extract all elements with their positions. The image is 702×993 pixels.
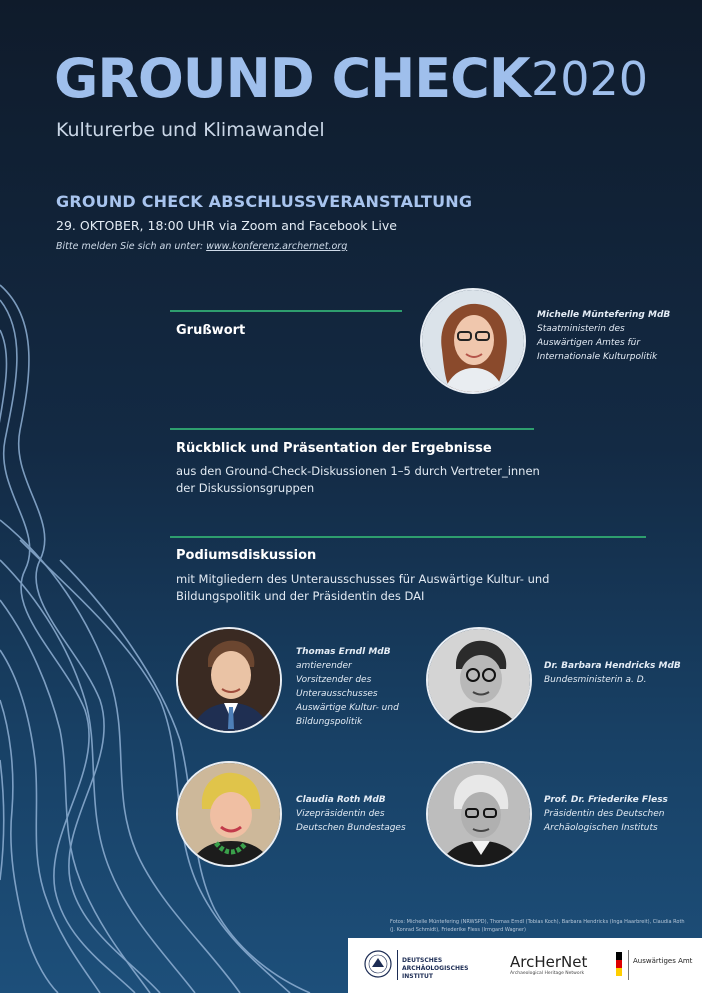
speaker-role: Staatministerin des Auswärtigen Amtes für Internationale Kulturpolitik	[537, 324, 658, 362]
photo-erndl	[176, 627, 282, 733]
photo-muentefering	[420, 288, 526, 394]
portrait-erndl-icon	[178, 629, 280, 731]
event-date: 29. OKTOBER, 18:00 UHR via Zoom and Facebook Live	[56, 218, 397, 233]
speaker-name: Prof. Dr. Friederike Fless	[544, 795, 668, 805]
register-link[interactable]: www.konferenz.archernet.org	[206, 241, 348, 252]
section-body-rueckblick: aus den Ground-Check-Diskussionen 1–5 durch Vertreter_innen der Diskussionsgruppen	[176, 464, 540, 495]
section-rule	[170, 536, 646, 538]
german-flag-icon	[614, 952, 624, 976]
archernet-subtitle: Archaeological Heritage Network	[510, 971, 585, 976]
footer-divider	[628, 950, 629, 980]
speaker-role: Bundesministerin a. D.	[544, 675, 647, 685]
speaker-name: Dr. Barbara Hendricks MdB	[544, 661, 681, 671]
caption-roth	[296, 793, 416, 835]
archernet-logo: ArcHerNet	[510, 953, 588, 971]
photo-hendricks	[426, 627, 532, 733]
year: 2020	[531, 52, 649, 106]
portrait-hendricks-icon	[428, 629, 530, 731]
footer-divider	[397, 950, 398, 980]
speaker-name: Claudia Roth MdB	[296, 795, 386, 805]
section-heading-rueckblick: Rückblick und Präsentation der Ergebnisse	[176, 441, 492, 456]
speaker-role: amtierender Vorsitzender des Unterausschusses Auswärtige Kultur- und Bildungspolitik	[296, 661, 399, 727]
main-title: GROUND CHECK	[54, 47, 530, 110]
register-text: Bitte melden Sie sich an unter:	[56, 241, 204, 252]
caption-erndl	[296, 645, 408, 729]
photo-roth	[176, 761, 282, 867]
dai-seal-icon	[364, 950, 392, 978]
dai-logo-text: DEUTSCHES ARCHÄOLOGISCHES INSTITUT	[402, 957, 469, 980]
speaker-role: Präsidentin des Deutschen Archäologischen Instituts	[544, 809, 665, 833]
caption-hendricks	[544, 659, 684, 687]
caption-muentefering	[537, 308, 677, 364]
section-heading-grusswort: Grußwort	[176, 323, 246, 338]
section-heading-podium: Podiumsdiskussion	[176, 548, 317, 563]
footer-logos	[348, 938, 702, 993]
photo-credits: Fotos: Michelle Müntefering (NRWSPD), Thomas Erndl (Tobias Koch), Barbara Hendricks (Inga Haarbreit), Claudia Roth (J. Konrad Schmidt), Friederike Fless (Irmgard Wagner)	[390, 919, 685, 933]
subtitle: Kulturerbe und Klimawandel	[56, 119, 325, 141]
photo-fless	[426, 761, 532, 867]
portrait-roth-icon	[178, 763, 280, 865]
section-body-podium: mit Mitgliedern des Unterausschusses für Auswärtige Kultur- und Bildungspolitik und der Präsidentin des DAI	[176, 572, 550, 603]
caption-fless	[544, 793, 684, 835]
speaker-role: Vizepräsidentin des Deutschen Bundestages	[296, 809, 406, 833]
section-rule	[170, 310, 402, 312]
portrait-fless-icon	[428, 763, 530, 865]
event-title: GROUND CHECK ABSCHLUSSVERANSTALTUNG	[56, 192, 473, 211]
portrait-muentefering-icon	[422, 290, 524, 392]
register-line	[56, 241, 347, 252]
speaker-name: Thomas Erndl MdB	[296, 647, 391, 657]
speaker-name: Michelle Müntefering MdB	[537, 310, 671, 320]
auswaertiges-amt-logo: Auswärtiges Amt	[633, 957, 693, 965]
section-rule	[170, 428, 534, 430]
